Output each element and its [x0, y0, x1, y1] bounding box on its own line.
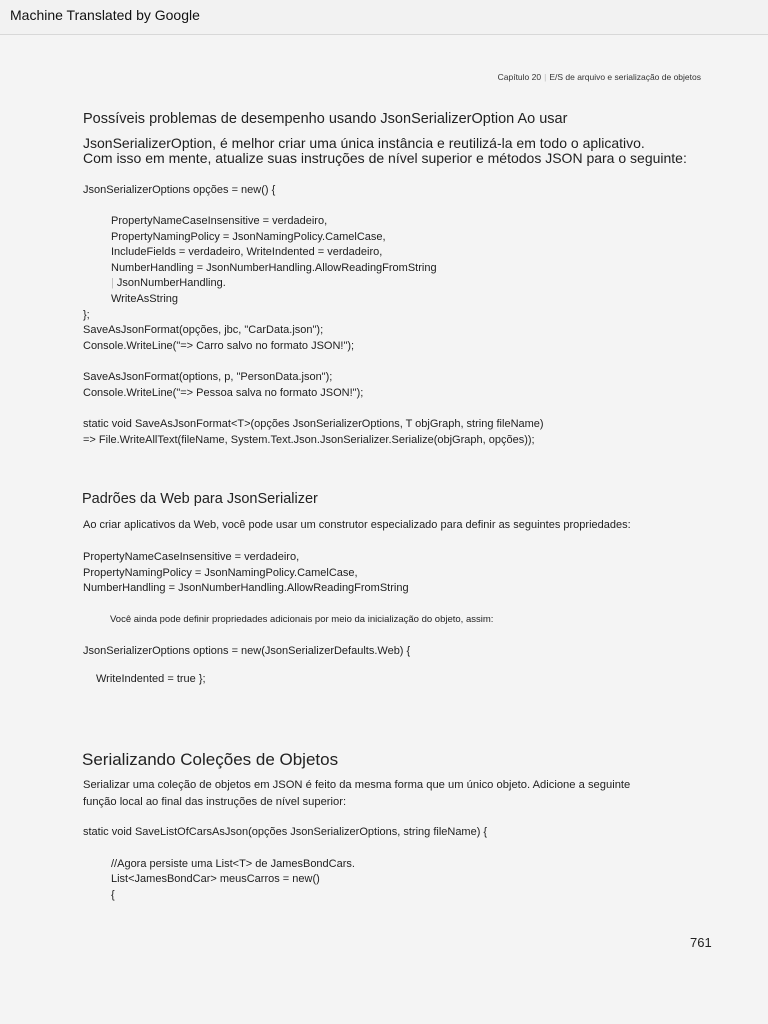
code-line: SaveAsJsonFormat(opções, jbc, "CarData.json");	[83, 324, 324, 336]
code-line: {	[111, 889, 115, 901]
code-line: WriteIndented = true };	[96, 673, 206, 685]
subheading-web-defaults: Padrões da Web para JsonSerializer	[82, 491, 318, 507]
code-line: static void SaveAsJsonFormat<T>(opções JsonSerializerOptions, T objGraph, string fileName)	[83, 418, 544, 430]
paragraph-line: Com isso em mente, atualize suas instruções de nível superior e métodos JSON para o seguinte:	[83, 150, 687, 166]
running-header	[498, 72, 701, 82]
chapter-topic: E/S de arquivo e serialização de objetos	[549, 72, 701, 82]
code-line: => File.WriteAllText(fileName, System.Text.Json.JsonSerializer.Serialize(objGraph, opções));	[83, 434, 535, 446]
note-line: Você ainda pode definir propriedades adicionais por meio da inicialização do objeto, assim:	[110, 614, 494, 625]
code-line: SaveAsJsonFormat(options, p, "PersonData.json");	[83, 371, 333, 383]
translation-banner	[0, 0, 768, 35]
chapter-label: Capítulo 20	[497, 72, 542, 82]
paragraph-line: JsonSerializerOption, é melhor criar uma única instância e reutilizá-la em todo o aplicativo.	[83, 135, 645, 151]
section-heading-collections: Serializando Coleções de Objetos	[82, 750, 339, 769]
page-number: 761	[690, 935, 712, 950]
code-line: JsonSerializerOptions options = new(JsonSerializerDefaults.Web) {	[83, 645, 411, 657]
code-line: List<JamesBondCar> meusCarros = new()	[111, 873, 320, 885]
code-line: };	[83, 309, 90, 321]
code-line: Console.WriteLine("=> Carro salvo no formato JSON!");	[83, 340, 355, 352]
code-line: NumberHandling = JsonNumberHandling.AllowReadingFromString	[83, 582, 409, 594]
code-line: IncludeFields = verdadeiro, WriteIndented = verdadeiro,	[111, 246, 383, 258]
paragraph-line: função local ao final das instruções de nível superior:	[83, 796, 347, 808]
paragraph-line: Ao criar aplicativos da Web, você pode usar um construtor especializado para definir as seguintes propriedades:	[83, 519, 631, 531]
code-line: PropertyNameCaseInsensitive = verdadeiro,	[111, 215, 328, 227]
code-line: NumberHandling = JsonNumberHandling.AllowReadingFromString	[111, 262, 437, 274]
code-line: PropertyNamingPolicy = JsonNamingPolicy.CamelCase,	[111, 231, 386, 243]
code-line: static void SaveListOfCarsAsJson(opções JsonSerializerOptions, string fileName) {	[83, 826, 488, 838]
paragraph-line: Serializar uma coleção de objetos em JSON é feito da mesma forma que um único objeto. Adicione a seguinte	[83, 779, 631, 791]
translation-banner-label: Machine Translated by Google	[10, 7, 200, 23]
code-pipe: |	[111, 277, 114, 289]
code-line: //Agora persiste uma List<T> de JamesBondCars.	[111, 858, 355, 870]
header-separator: |	[544, 72, 547, 82]
code-text: JsonNumberHandling.	[116, 277, 226, 289]
code-line: PropertyNameCaseInsensitive = verdadeiro,	[83, 551, 300, 563]
subheading-performance: Possíveis problemas de desempenho usando JsonSerializerOption Ao usar	[83, 111, 568, 127]
code-line: JsonSerializerOptions opções = new() {	[83, 184, 276, 196]
code-line	[111, 276, 226, 292]
code-line: WriteAsString	[111, 293, 179, 305]
code-line: PropertyNamingPolicy = JsonNamingPolicy.CamelCase,	[83, 567, 358, 579]
code-line: Console.WriteLine("=> Pessoa salva no formato JSON!");	[83, 387, 364, 399]
